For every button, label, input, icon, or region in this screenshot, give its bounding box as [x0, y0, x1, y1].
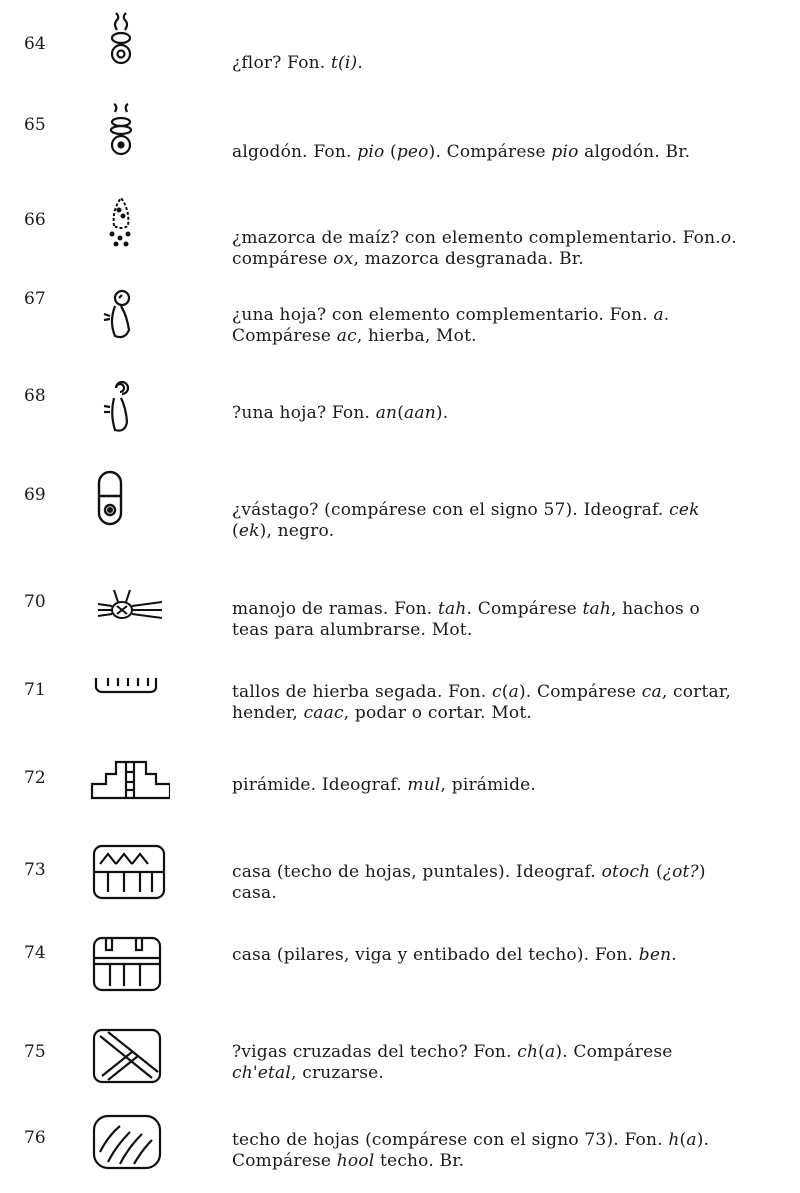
- entry-text-line: [232, 883, 772, 904]
- italic-term: tah.: [438, 599, 473, 619]
- text-segment: algodón. Fon.: [232, 142, 358, 162]
- entry-number: 66: [24, 210, 46, 230]
- entry-number: 72: [24, 768, 46, 788]
- italic-term: ca: [641, 682, 662, 702]
- entry-text-line: [232, 620, 772, 641]
- italic-term: ¿ot?: [662, 862, 699, 882]
- text-segment: (: [501, 682, 509, 702]
- italic-term: otoch: [601, 862, 651, 882]
- italic-term: a: [508, 682, 519, 702]
- entry-text-line: [232, 403, 772, 424]
- entry-text-line: [232, 1130, 772, 1151]
- italic-term: cek: [669, 500, 700, 520]
- entry-text: [232, 142, 772, 163]
- text-segment: teas para alumbrarse. Mot.: [232, 620, 473, 640]
- text-segment: ¿vástago? (compárese con el signo 57). Ideograf.: [232, 500, 670, 520]
- italic-term: caac: [303, 703, 344, 723]
- cotton-glyph-icon: [90, 100, 170, 160]
- text-segment: , mazorca desgranada. Br.: [353, 249, 584, 269]
- entry-number: 69: [24, 485, 46, 505]
- entry-text-line: [232, 599, 772, 620]
- italic-term: a: [686, 1130, 697, 1150]
- italic-term: a: [653, 305, 664, 325]
- entry-text: [232, 1042, 772, 1084]
- text-segment: techo. Br.: [374, 1151, 465, 1171]
- text-segment: compárese: [232, 249, 334, 269]
- text-segment: .: [731, 228, 737, 248]
- entry-text-line: [232, 53, 772, 74]
- entry-number: 71: [24, 680, 46, 700]
- text-segment: pirámide. Ideograf.: [232, 775, 408, 795]
- italic-term: ch: [517, 1042, 539, 1062]
- entry-number: 67: [24, 289, 46, 309]
- entry-text-line: [232, 249, 772, 270]
- entry-text-line: [232, 142, 772, 163]
- entry-text-line: [232, 703, 772, 724]
- entry-text: [232, 403, 772, 424]
- entry-number: 68: [24, 386, 46, 406]
- text-segment: ¿una hoja? con elemento complementario. Fon.: [232, 305, 654, 325]
- entry-text: [232, 228, 772, 270]
- text-segment: , hierba, Mot.: [356, 326, 477, 346]
- text-segment: (: [650, 862, 663, 882]
- text-segment: ?una hoja? Fon.: [232, 403, 376, 423]
- text-segment: (: [679, 1130, 687, 1150]
- text-segment: ). Compárese: [428, 142, 552, 162]
- text-segment: (: [538, 1042, 546, 1062]
- text-segment: ). Compárese: [555, 1042, 673, 1062]
- bundle-glyph-icon: [90, 578, 170, 638]
- text-segment: , cortar,: [661, 682, 731, 702]
- entry-text: [232, 305, 772, 347]
- entry-text: [232, 53, 772, 74]
- entry-number: 70: [24, 592, 46, 612]
- text-segment: .: [663, 305, 670, 325]
- text-segment: , cruzarse.: [291, 1063, 385, 1083]
- text-segment: techo de hojas (compárese con el signo 73). Fon.: [232, 1130, 669, 1150]
- italic-term: aan: [404, 403, 436, 423]
- text-segment: ).: [696, 1130, 710, 1150]
- text-segment: ?vigas cruzadas del techo? Fon.: [232, 1042, 518, 1062]
- entry-number: 65: [24, 115, 46, 135]
- text-segment: hender,: [232, 703, 304, 723]
- cut-grass-glyph-icon: [90, 660, 170, 720]
- entry-text: [232, 945, 772, 966]
- text-segment: ): [698, 862, 706, 882]
- maize-ear-glyph-icon: [90, 194, 170, 254]
- text-segment: , hachos o: [611, 599, 700, 619]
- entry-text: [232, 775, 772, 796]
- entry-text-line: [232, 1151, 772, 1172]
- text-segment: algodón. Br.: [578, 142, 691, 162]
- flower-glyph-icon: [90, 8, 170, 68]
- text-segment: manojo de ramas. Fon.: [232, 599, 439, 619]
- entry-text-line: [232, 326, 772, 347]
- entry-text-line: [232, 1042, 772, 1063]
- italic-term: ac: [336, 326, 357, 346]
- house-pillars-glyph-icon: [90, 934, 170, 994]
- entry-text-line: [232, 500, 772, 521]
- leaf-glyph-icon: [90, 284, 170, 344]
- entry-number: 76: [24, 1128, 46, 1148]
- italic-term: o: [720, 228, 732, 248]
- entry-text-line: [232, 682, 772, 703]
- entry-number: 73: [24, 860, 46, 880]
- italic-term: ox: [333, 249, 354, 269]
- italic-term: mul: [407, 775, 441, 795]
- text-segment: , pirámide.: [440, 775, 537, 795]
- entry-text: [232, 862, 772, 904]
- entry-text: [232, 682, 772, 724]
- entry-text-line: [232, 521, 772, 542]
- italic-term: tah: [582, 599, 612, 619]
- italic-term: ben.: [638, 945, 677, 965]
- text-segment: (: [384, 142, 397, 162]
- text-segment: , podar o cortar. Mot.: [343, 703, 533, 723]
- entry-number: 75: [24, 1042, 46, 1062]
- text-segment: Compárese: [232, 1151, 337, 1171]
- stem-glyph-icon: [90, 468, 170, 528]
- entry-text: [232, 1130, 772, 1172]
- text-segment: casa (techo de hojas, puntales). Ideograf.: [232, 862, 602, 882]
- entry-text-line: [232, 305, 772, 326]
- text-segment: Compárese: [232, 326, 337, 346]
- italic-term: an: [375, 403, 398, 423]
- text-segment: ). Compárese: [518, 682, 642, 702]
- italic-term: h: [668, 1130, 680, 1150]
- text-segment: ¿flor? Fon.: [232, 53, 331, 73]
- italic-term: peo: [396, 142, 429, 162]
- text-segment: Compárese: [472, 599, 583, 619]
- italic-term: t(i): [330, 53, 358, 73]
- text-segment: .: [357, 53, 363, 73]
- entry-text: [232, 599, 772, 641]
- entry-text-line: [232, 228, 772, 249]
- text-segment: ).: [435, 403, 449, 423]
- text-segment: casa.: [232, 883, 277, 903]
- italic-term: ch'etal: [232, 1063, 292, 1083]
- text-segment: ), negro.: [259, 521, 335, 541]
- italic-term: ek: [238, 521, 260, 541]
- text-segment: (: [232, 521, 239, 541]
- entry-text-line: [232, 775, 772, 796]
- text-segment: (: [397, 403, 405, 423]
- italic-term: pio: [551, 142, 579, 162]
- crossed-beams-glyph-icon: [90, 1026, 170, 1086]
- leaf-roof-glyph-icon: [90, 1112, 170, 1172]
- leaf-spiral-glyph-icon: [90, 376, 170, 436]
- entry-number: 64: [24, 34, 46, 54]
- entry-number: 74: [24, 943, 46, 963]
- text-segment: ¿mazorca de maíz? con elemento complementario. Fon.: [232, 228, 721, 248]
- pyramid-glyph-icon: [90, 752, 170, 812]
- italic-term: c: [492, 682, 502, 702]
- entry-text-line: [232, 862, 772, 883]
- entry-text: [232, 500, 772, 542]
- text-segment: casa (pilares, viga y entibado del techo). Fon.: [232, 945, 639, 965]
- italic-term: pio: [357, 142, 385, 162]
- entry-text-line: [232, 945, 772, 966]
- italic-term: hool: [336, 1151, 375, 1171]
- italic-term: a: [545, 1042, 556, 1062]
- entry-text-line: [232, 1063, 772, 1084]
- house-leaves-glyph-icon: [90, 842, 170, 902]
- text-segment: tallos de hierba segada. Fon.: [232, 682, 493, 702]
